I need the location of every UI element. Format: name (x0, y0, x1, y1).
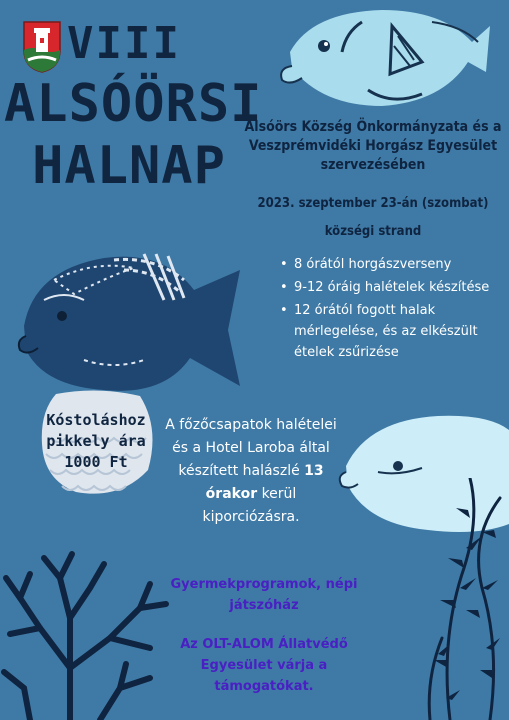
coral-icon (0, 548, 170, 720)
title-roman-number: VIII (67, 18, 181, 69)
program-list (284, 254, 506, 365)
olt-alom-support: Az OLT-ALOM Állatvédő Egyesület várja a támogatókat. (180, 637, 348, 694)
title-town: ALSÓÖRSI (4, 74, 263, 134)
tasting-line: 1000 Ft (64, 453, 128, 471)
cooking-text-before: A főzőcsapatok halételei és a Hotel Laroba által készített halászlé (165, 417, 337, 479)
program-item: • 12 órától fogott halak mérlegelése, és az elkészült ételek zsűrizése (284, 300, 506, 363)
seaweed-icon (420, 478, 509, 720)
organizer-line-3: szervezésében (320, 157, 426, 173)
tasting-line: Kóstoláshoz (46, 411, 146, 429)
event-date: 2023. szeptember 23-án (szombat) (257, 196, 489, 211)
title-event: HALNAP (32, 136, 226, 196)
program-item: • 9-12 óráig halételek készítése (284, 277, 506, 298)
kids-program: Gyermekprogramok, népi játszóház (170, 577, 358, 613)
program-item: • 8 órától horgászverseny (284, 254, 506, 275)
cooking-text-after: kerül kiporciózásra. (202, 486, 300, 525)
tasting-line: pikkely ára (46, 432, 146, 450)
organizer-line-2: Veszprémvidéki Horgász Egyesület (248, 138, 498, 154)
cooking-time: 13 órakor (205, 463, 324, 502)
fish-icon (14, 240, 244, 400)
tasting-price (36, 410, 156, 473)
organizer-line-1: Alsóörs Község Önkormányzata és a (244, 119, 502, 135)
event-venue: községi strand (324, 224, 422, 239)
coat-of-arms-icon (22, 20, 62, 74)
cooking-announcement (156, 414, 346, 529)
fish-icon (272, 2, 492, 114)
